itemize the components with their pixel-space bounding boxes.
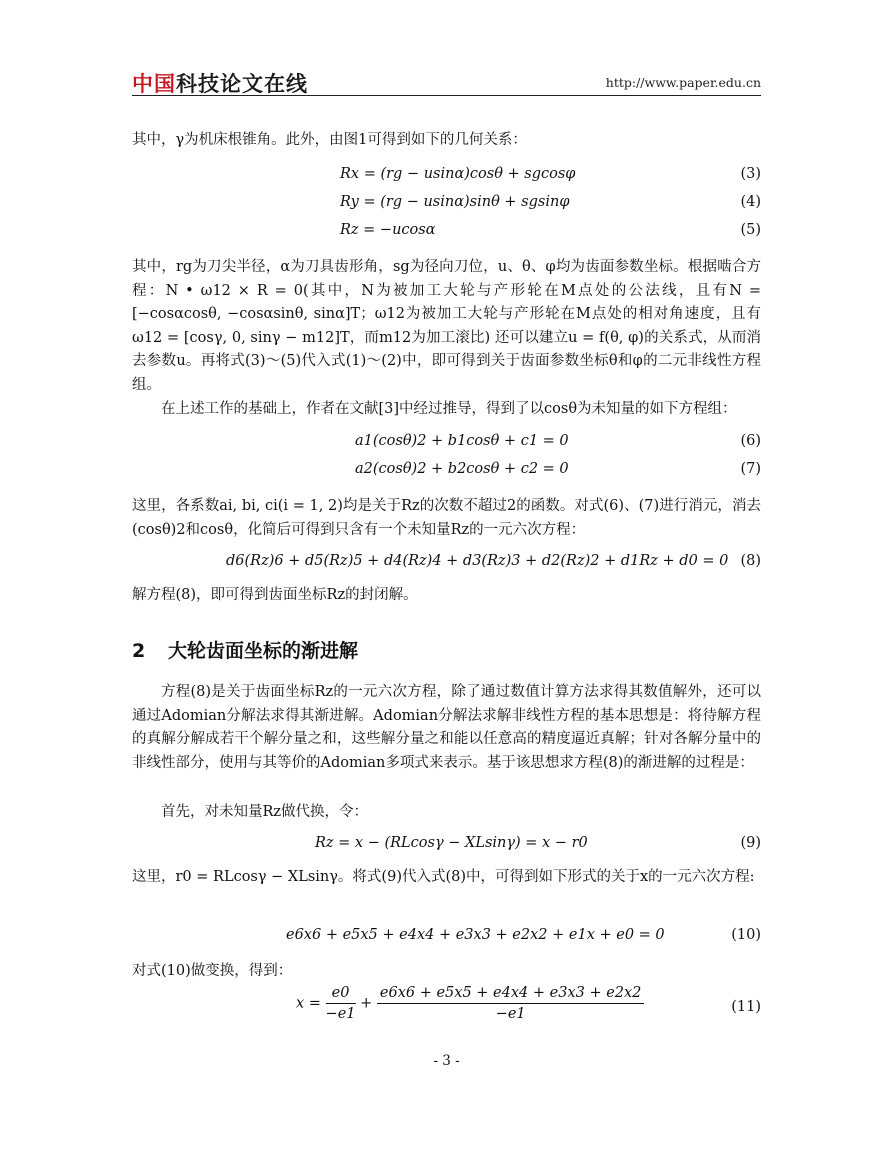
equation-number-8: (8): [740, 553, 761, 569]
equation-number-11: (11): [731, 999, 761, 1015]
equation-3: Rx = (rg − usinα)cosθ + sgcosφ: [340, 166, 576, 182]
page-number: - 3 -: [433, 1053, 460, 1069]
header-url[interactable]: http://www.paper.edu.cn: [605, 75, 761, 90]
equation-11-lhs: x =: [296, 995, 321, 1012]
paragraph-6: 方程(8)是关于齿面坐标Rz的一元六次方程，除了通过数值计算方法求得其数值解外，还可以通过Adomian分解法求得其渐进解。Adomian分解法求解非线性方程的基本思想是：将待解方程的真解分解成若干个解分量之和，这些解分量之和能以任意高的精度逼近真解；针对各解分量中的非线性部分，使用与其等价的Adomian多项式来表示。基于该思想求方程(8)的渐进解的过程是：: [132, 684, 761, 771]
equation-number-9: (9): [740, 835, 761, 851]
equation-number-7: (7): [740, 461, 761, 477]
paragraph-8: 这里，r0 = RLcosγ − XLsinγ。将式(9)代入式(8)中，可得到如下形式的关于x的一元六次方程:: [132, 869, 755, 885]
paragraph-4: 这里，各系数ai, bi, ci(i = 1, 2)均是关于Rz的次数不超过2的函数。对式(6)、(7)进行消元，消去(cosθ)2和cosθ，化简后可得到只含有一个未知量Rz的一元六次方程：: [132, 498, 761, 538]
equation-number-3: (3): [740, 166, 761, 182]
paragraph-1: 其中，γ为机床根锥角。此外，由图1可得到如下的几何关系：: [132, 132, 527, 148]
equation-6: a1(cosθ)2 + b1cosθ + c1 = 0: [355, 433, 569, 449]
equation-number-6: (6): [740, 433, 761, 449]
equation-11-fraction-1: [326, 985, 356, 1022]
equation-9: Rz = x − (RLcosγ − XLsinγ) = x − r0: [315, 835, 588, 851]
journal-logo: [132, 68, 308, 98]
section-heading: [132, 636, 358, 663]
fraction-2-numerator: e6x6 + e5x5 + e4x4 + e3x3 + e2x2: [377, 985, 645, 1004]
paragraph-3: 在上述工作的基础上，作者在文献[3]中经过推导，得到了以cosθ为未知量的如下方程组：: [161, 401, 737, 417]
paragraph-7: 首先，对未知量Rz做代换，令：: [161, 804, 369, 820]
equation-11-fraction-2: [377, 985, 645, 1022]
page-header: [132, 64, 761, 96]
equation-11: [296, 985, 644, 1022]
fraction-1-numerator: e0: [326, 985, 356, 1004]
fraction-1-denominator: −e1: [325, 1006, 356, 1022]
equation-8: d6(Rz)6 + d5(Rz)5 + d4(Rz)4 + d3(Rz)3 + d2(Rz)2 + d1Rz + d0 = 0: [226, 553, 729, 569]
section-number: 2: [132, 640, 146, 662]
paragraph-2: 其中，rg为刀尖半径，α为刀具齿形角，sg为径向刀位，u、θ、φ均为齿面参数坐标。根据啮合方程：N • ω12 × R = 0(其中，N为被加工大轮与产形轮在M点处的公法线，且有N = [−cosαcosθ, −cosαsinθ, sinα]T；ω12为被加工大轮与产形轮在M点处的相对角速度，且有ω12 = [cosγ, 0, sinγ − m12]T，而m12为加工滚比) 还可以建立u = f(θ, φ)的关系式，从而消去参数u。再将式(3)～(5)代入式(1)～(2)中，即可得到关于齿面参数坐标θ和φ的二元非线性方程组。: [132, 259, 761, 393]
header-rule: [132, 95, 761, 96]
equation-11-plus: +: [360, 995, 373, 1012]
equation-number-5: (5): [740, 222, 761, 238]
equation-10: e6x6 + e5x5 + e4x4 + e3x3 + e2x2 + e1x + e0 = 0: [286, 927, 665, 943]
paragraph-9: 对式(10)做变换，得到：: [132, 963, 293, 979]
logo-black-text: 科技论文在线: [176, 72, 308, 96]
paragraph-5: 解方程(8)，即可得到齿面坐标Rz的封闭解。: [132, 587, 418, 603]
equation-number-10: (10): [731, 927, 761, 943]
fraction-2-denominator: −e1: [495, 1006, 526, 1022]
equation-4: Ry = (rg − usinα)sinθ + sgsinφ: [340, 194, 570, 210]
equation-7: a2(cosθ)2 + b2cosθ + c2 = 0: [355, 461, 569, 477]
equation-5: Rz = −ucosα: [340, 222, 436, 238]
equation-number-4: (4): [740, 194, 761, 210]
section-title: 大轮齿面坐标的渐进解: [168, 640, 359, 662]
logo-red-text: 中国: [132, 72, 176, 96]
